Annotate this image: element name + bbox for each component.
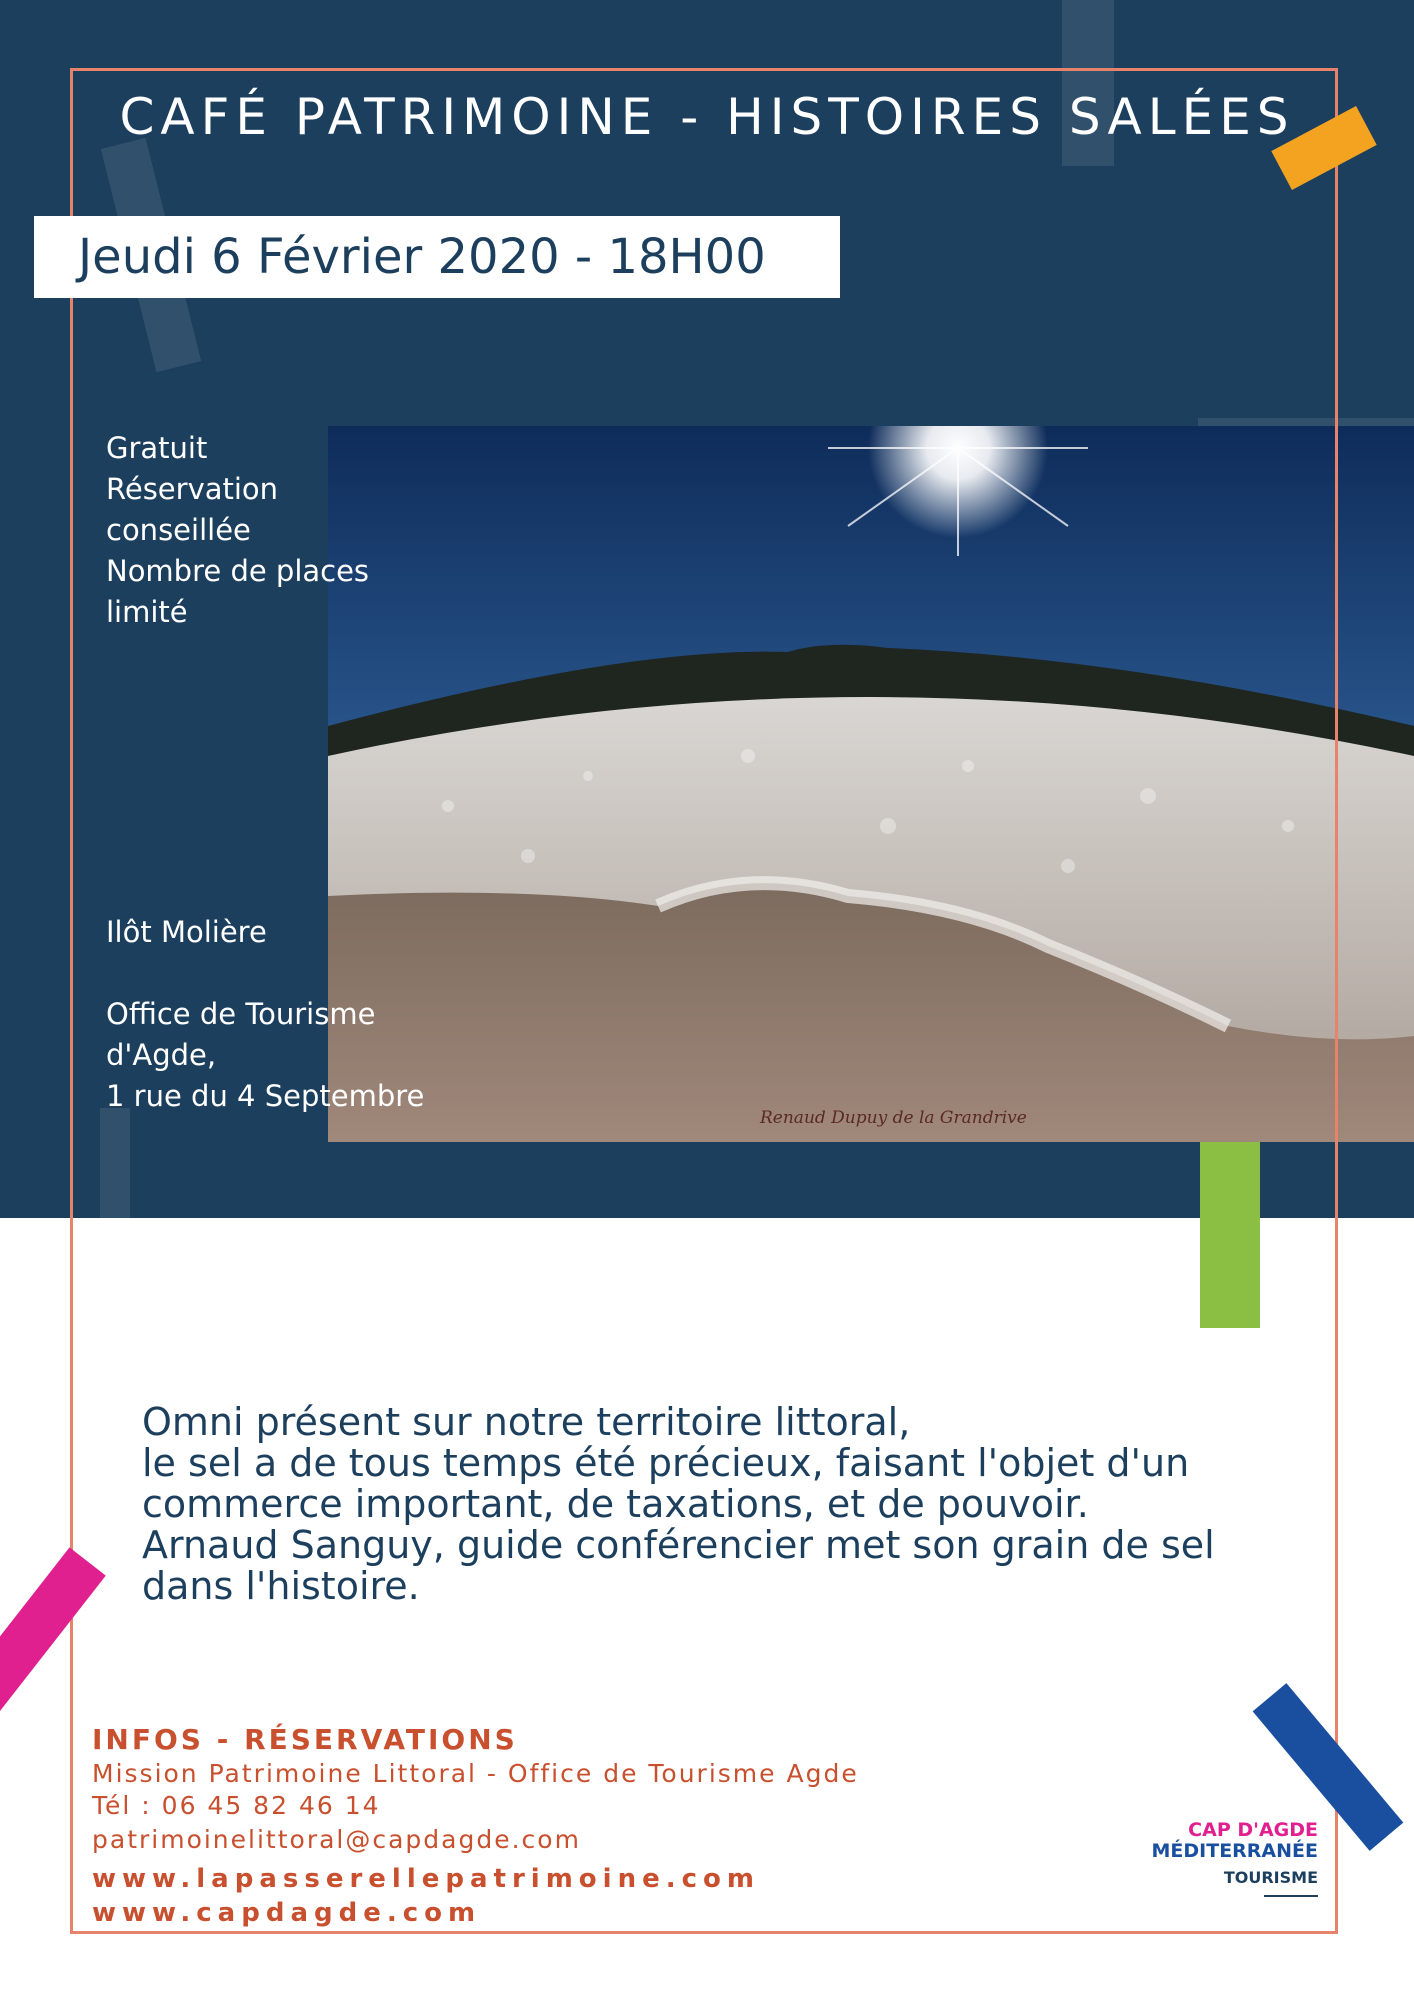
location-name: Ilôt Molière [106, 915, 267, 949]
event-location [106, 912, 424, 1117]
description-line: le sel a de tous temps été précieux, faisant l'objet d'un [142, 1441, 1190, 1485]
event-title: CAFÉ PATRIMOINE - HISTOIRES SALÉES [119, 88, 1295, 146]
event-description [142, 1402, 1322, 1607]
website-link-capdagde[interactable]: www.capdagde.com [92, 1898, 482, 1928]
cap-dagde-logo [1148, 1820, 1318, 1897]
places-line-1: Nombre de places [106, 554, 370, 588]
description-line: Arnaud Sanguy, guide conférencier met son grain de sel [142, 1523, 1215, 1567]
phone-text: Tél : 06 45 82 46 14 [92, 1791, 381, 1820]
salt-flat-photo [328, 426, 1414, 1142]
address-line-3: 1 rue du 4 Septembre [106, 1079, 425, 1113]
decor-green-strip [1200, 1142, 1260, 1328]
decor-magenta-strip [0, 1547, 106, 1720]
price-text: Gratuit [106, 431, 208, 465]
reservation-line-2: conseillée [106, 513, 251, 547]
logo-line-1: CAP D'AGDE [1188, 1819, 1318, 1841]
event-date: Jeudi 6 Février 2020 - 18H00 [34, 216, 840, 298]
infos-block [92, 1722, 859, 1930]
photo-credit: Renaud Dupuy de la Grandrive [760, 1108, 1027, 1128]
organizer-text: Mission Patrimoine Littoral - Office de Tourisme Agde [92, 1759, 859, 1788]
decor-ghost-strip-bottom-left [100, 1108, 130, 1218]
logo-line-2: MÉDITERRANÉE [1151, 1840, 1318, 1862]
reservation-line-1: Réservation [106, 472, 279, 506]
logo-line-3: TOURISME [1223, 1868, 1318, 1887]
infos-title: INFOS - RÉSERVATIONS [92, 1723, 518, 1756]
description-line: dans l'histoire. [142, 1564, 420, 1608]
event-details [106, 428, 369, 633]
description-line: commerce important, de taxations, et de pouvoir. [142, 1482, 1089, 1526]
website-link-passerelle[interactable]: www.lapasserellepatrimoine.com [92, 1864, 760, 1894]
address-line-2: d'Agde, [106, 1038, 217, 1072]
address-line-1: Office de Tourisme [106, 997, 376, 1031]
description-line: Omni présent sur notre territoire littoral, [142, 1400, 911, 1444]
email-link[interactable]: patrimoinelittoral@capdagde.com [92, 1825, 581, 1854]
logo-underline [1264, 1895, 1318, 1897]
places-line-2: limité [106, 595, 188, 629]
